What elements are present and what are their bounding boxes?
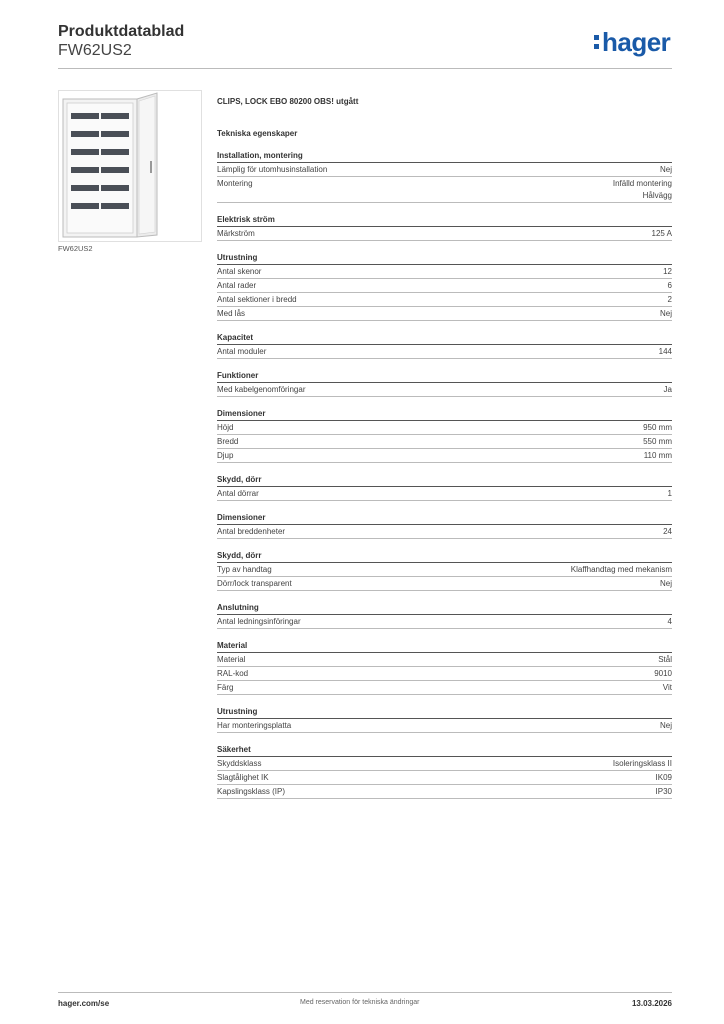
spec-row <box>217 435 672 449</box>
section-title: Installation, montering <box>217 150 672 163</box>
section-title: Utrustning <box>217 706 672 719</box>
spec-row <box>217 577 672 591</box>
spec-row <box>217 383 672 397</box>
spec-section <box>217 640 672 695</box>
section-title: Dimensioner <box>217 512 672 525</box>
board-rail <box>71 203 99 209</box>
spec-value: Isoleringsklass II <box>612 759 672 768</box>
board-rail <box>101 149 129 155</box>
section-title: Dimensioner <box>217 408 672 421</box>
spec-value: IK09 <box>655 773 672 782</box>
spec-row <box>217 177 672 203</box>
spec-label: Har monteringsplatta <box>217 721 292 730</box>
footer-date: 13.03.2026 <box>631 999 672 1008</box>
spec-value: Ja <box>663 385 672 394</box>
spec-row <box>217 227 672 241</box>
spec-section <box>217 252 672 321</box>
spec-label: Antal moduler <box>217 347 267 356</box>
board-rail <box>71 185 99 191</box>
spec-label: Djup <box>217 451 234 460</box>
product-name: CLIPS, LOCK EBO 80200 OBS! utgått <box>217 97 359 106</box>
product-code: FW62US2 <box>58 42 132 59</box>
spec-value: 125 A <box>651 229 672 238</box>
spec-row <box>217 265 672 279</box>
spec-value: Klaffhandtag med mekanism <box>570 565 672 574</box>
spec-value: Vit <box>662 683 672 692</box>
spec-sections <box>217 150 672 799</box>
spec-row <box>217 525 672 539</box>
footer-divider <box>58 992 672 993</box>
spec-section <box>217 602 672 629</box>
spec-label: Bredd <box>217 437 239 446</box>
board-rail <box>71 167 99 173</box>
spec-section <box>217 150 672 203</box>
spec-row <box>217 757 672 771</box>
section-title: Funktioner <box>217 370 672 383</box>
spec-label: Antal skenor <box>217 267 262 276</box>
spec-label: Höjd <box>217 423 234 432</box>
board-rail <box>71 131 99 137</box>
spec-label: Antal ledningsinföringar <box>217 617 301 626</box>
spec-value: 1 <box>667 489 672 498</box>
spec-label: Antal rader <box>217 281 257 290</box>
spec-row <box>217 421 672 435</box>
logo-text: hager <box>602 27 671 57</box>
spec-section <box>217 332 672 359</box>
spec-label: Färg <box>217 683 234 692</box>
spec-row <box>217 307 672 321</box>
section-title: Kapacitet <box>217 332 672 345</box>
section-title: Skydd, dörr <box>217 550 672 563</box>
spec-value: 144 <box>658 347 672 356</box>
spec-value: Nej <box>659 721 672 730</box>
spec-label: Antal sektioner i bredd <box>217 295 297 304</box>
spec-value: 9010 <box>654 669 672 678</box>
spec-value: IP30 <box>655 787 672 796</box>
spec-section <box>217 370 672 397</box>
document-header <box>58 22 184 60</box>
spec-row <box>217 615 672 629</box>
spec-label: Antal breddenheter <box>217 527 286 536</box>
spec-row <box>217 563 672 577</box>
spec-row <box>217 719 672 733</box>
product-details <box>217 96 672 810</box>
spec-value: 2 <box>667 295 672 304</box>
spec-value: 4 <box>667 617 672 626</box>
spec-label: Skyddsklass <box>217 759 262 768</box>
footer-website: hager.com/se <box>58 999 110 1008</box>
section-title: Anslutning <box>217 602 672 615</box>
spec-label: Märkström <box>217 229 255 238</box>
board-rail <box>71 113 99 119</box>
spec-value: 950 mm <box>643 423 672 432</box>
spec-label: Typ av handtag <box>217 565 272 574</box>
image-caption: FW62US2 <box>58 244 93 253</box>
spec-section <box>217 512 672 539</box>
spec-value: 24 <box>663 527 672 536</box>
technical-properties-heading: Tekniska egenskaper <box>217 129 298 138</box>
spec-value: 6 <box>667 281 672 290</box>
spec-row <box>217 163 672 177</box>
spec-row <box>217 681 672 695</box>
spec-label: Montering <box>217 179 253 188</box>
document-title: Produktdatablad <box>58 23 185 40</box>
spec-row <box>217 449 672 463</box>
spec-label: Material <box>217 655 246 664</box>
spec-label: Dörr/lock transparent <box>217 579 292 588</box>
spec-value: 550 mm <box>643 437 672 446</box>
board-rail <box>101 131 129 137</box>
distribution-board-illustration <box>59 91 201 241</box>
section-title: Material <box>217 640 672 653</box>
spec-row <box>217 487 672 501</box>
spec-section <box>217 706 672 733</box>
board-rail <box>101 167 129 173</box>
board-rail <box>101 203 129 209</box>
product-image <box>58 90 202 242</box>
spec-row <box>217 667 672 681</box>
section-title: Utrustning <box>217 252 672 265</box>
spec-value: Nej <box>659 579 672 588</box>
spec-section <box>217 550 672 591</box>
board-rail <box>101 113 129 119</box>
logo-dots-icon <box>594 34 599 50</box>
hager-logo <box>594 28 670 56</box>
spec-row <box>217 293 672 307</box>
spec-value: 12 <box>663 267 672 276</box>
board-rail <box>101 185 129 191</box>
spec-label: Slagtålighet IK <box>217 773 269 782</box>
spec-value: Nej <box>659 165 672 174</box>
spec-label: Lämplig för utomhusinstallation <box>217 165 328 174</box>
spec-label: Antal dörrar <box>217 489 259 498</box>
spec-row <box>217 653 672 667</box>
spec-label: RAL-kod <box>217 669 249 678</box>
board-rail <box>71 149 99 155</box>
spec-label: Med lås <box>217 309 246 318</box>
spec-value: Nej <box>659 309 672 318</box>
section-title: Säkerhet <box>217 744 672 757</box>
header-divider <box>58 68 672 69</box>
spec-row <box>217 785 672 799</box>
footer-notice: Med reservation för tekniska ändringar <box>300 999 420 1006</box>
spec-section <box>217 474 672 501</box>
spec-label: Kapslingsklass (IP) <box>217 787 286 796</box>
spec-section <box>217 214 672 241</box>
spec-row <box>217 279 672 293</box>
section-title: Elektrisk ström <box>217 214 672 227</box>
spec-value: Stål <box>658 655 672 664</box>
spec-label: Med kabelgenomföringar <box>217 385 306 394</box>
spec-row <box>217 771 672 785</box>
spec-value: 110 mm <box>643 451 672 460</box>
spec-section <box>217 408 672 463</box>
spec-row <box>217 345 672 359</box>
spec-section <box>217 744 672 799</box>
section-title: Skydd, dörr <box>217 474 672 487</box>
spec-value: Infälld montering Hålvägg <box>612 179 672 200</box>
